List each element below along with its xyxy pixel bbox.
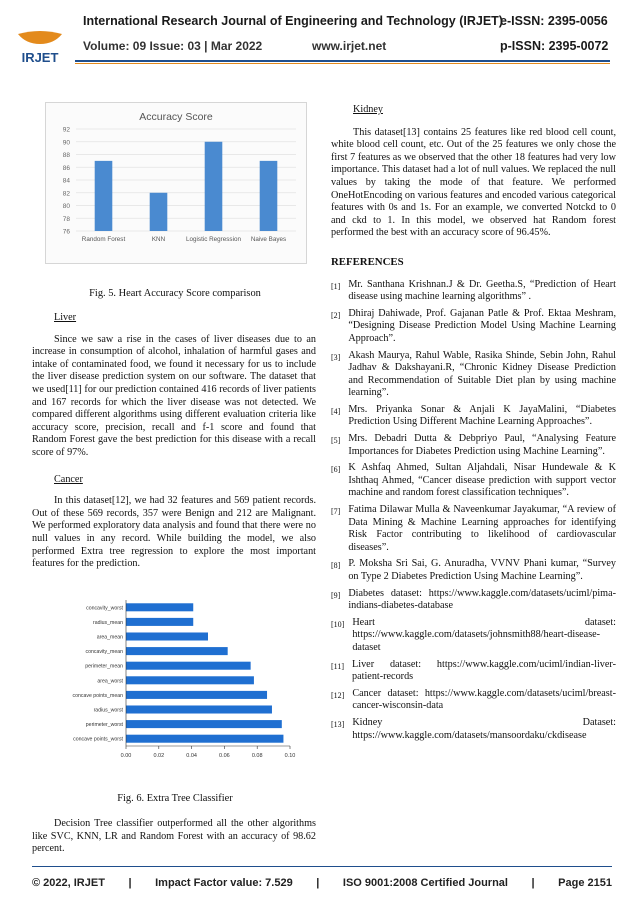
y-tick-label: 76 [62,228,70,236]
x-tick-label: 0.04 [186,753,197,759]
footer-rule [32,866,612,867]
y-tick-label: area_worst [97,678,123,685]
bar [126,691,267,699]
y-tick-label: concave points_worst [73,736,123,743]
bar [126,705,272,713]
x-tick-label: Random Forest [81,236,126,243]
y-tick-label: 86 [62,164,70,172]
reference-number: [12] [331,690,345,700]
x-tick-label: Naive Bayes [250,236,287,243]
reference-text: Liver dataset: https://www.kaggle.com/uciml/indian-liver-patient-records [352,658,616,683]
x-tick-label: 0.02 [153,753,165,759]
footer-copyright: © 2022, IRJET [32,877,105,889]
extra-tree-chart-frame [44,596,304,766]
logo-text: IRJET [21,50,59,65]
bar [126,676,254,684]
x-tick-label: 0.10 [284,753,296,759]
reference-item [331,717,616,742]
decision-paragraph: Decision Tree classifier outperformed all the other algorithms like SVC, KNN, LR and Random Forest with an accuracy of 98.62 percent. [32,818,316,855]
reference-item [331,588,616,613]
liver-paragraph: Since we saw a rise in the cases of liver diseases due to an increase in consumption of alcohol, inhalation of harmful gases and intake of contaminated food, we found it necessary for us to include the liver disease prediction system on our software. The dataset that we used[11] for our prediction contained 416 records of liver patients and 167 records for which the liver disease was not detected. We compared different algorithms using different evaluation criteria like accuracy score, precision, recall and f-1 score and found that Random Forest gave the best prediction for this disease with a recall score of 97%. [32,333,316,458]
footer-sep-1: | [128,877,132,889]
reference-text: Cancer dataset: https://www.kaggle.com/datasets/uciml/breast-cancer-wisconsin-data [352,687,616,712]
bar [126,647,228,655]
bar [126,603,193,611]
reference-item [331,504,616,554]
x-tick-label: KNN [151,236,166,243]
fig6-caption: Fig. 6. Extra Tree Classifier [117,793,233,804]
reference-number: [9] [331,590,341,600]
bar [260,161,278,231]
cancer-heading: Cancer [54,473,83,485]
reference-text: Mrs. Priyanka Sonar & Anjali K JayaMalini, “Diabetes Prediction Using Different Machine Learning Approaches”. [348,403,616,428]
irjet-logo [10,30,70,70]
reference-item [331,433,616,458]
y-tick-label: 90 [62,139,70,147]
liver-heading: Liver [54,312,77,323]
y-tick-label: concavity_mean [85,649,123,656]
extra-tree-classifier-chart [44,596,304,766]
kidney-heading: Kidney [353,104,383,115]
decision-tree-text [32,818,316,856]
reference-number: [3] [331,352,341,362]
volume-info: Volume: 09 Issue: 03 | Mar 2022 [83,39,263,53]
footer-sep-3: | [531,877,535,889]
reference-number: [5] [331,436,341,446]
footer-sep-2: | [316,877,320,889]
bar [150,193,168,231]
y-tick-label: concave points_mean [72,692,123,699]
bar [126,662,251,670]
header-rule-accent [75,63,610,64]
reference-text: Mrs. Debadri Dutta & Debpriyo Paul, “Analysing Feature Importances for Diabetes Prediction using Machine Learning”. [348,433,616,457]
reference-item [331,308,616,346]
reference-item [331,617,616,655]
y-tick-label: concavity_worst [86,605,123,612]
left-column-text [32,312,316,571]
reference-item [331,279,616,304]
y-tick-label: perimeter_worst [85,722,123,729]
x-tick-label: 0.00 [120,753,132,759]
accuracy-chart-frame [45,102,307,264]
reference-text: K Ashfaq Ahmed, Sultan Aljahdali, Nisar Hundewale & K Ishthaq Ahmed, “Cancer disease prediction with support vector machine and random forest classification techniques”. [348,462,616,499]
y-tick-label: 88 [62,152,70,159]
x-tick-label: 0.06 [219,753,230,759]
kidney-paragraph: This dataset[13] contains 25 features like red blood cell count, white blood cell count, etc. Out of the 25 features we only chose the first 7 features as we observed that the other 18 features had very low importance. This dataset had a lot of null values. We replaced the null values by taking the mode of that feature. We performed OneHotEncoding on various features and encoded various categorical features with 0s and 1s. For an example, we converted Notckd to 0 and ckd to 1. In this model, we observed hat Random forest performed the best with an accuracy score of 96.45%. [331,126,616,239]
reference-text: Kidney Dataset: https://www.kaggle.com/datasets/mansoordaku/ckdisease [352,716,616,741]
y-tick-label: radius_mean [93,619,123,626]
reference-item [331,659,616,684]
reference-number: [7] [331,507,341,517]
y-tick-label: area_mean [96,634,123,641]
bar [126,618,193,626]
y-tick-label: 80 [62,203,70,210]
reference-item [331,558,616,583]
reference-number: [6] [331,465,341,475]
reference-text: Diabetes dataset: https://www.kaggle.com/datasets/uciml/pima-indians-diabetes-database [348,587,616,612]
reference-text: Fatima Dilawar Mulla & Naveenkumar Jayakumar, “A review of Data Mining & Machine Learning approaches for identifying Risk Factor contributing to likelihood of cardiovascular diseases”. [348,504,616,553]
chart-title: Accuracy Score [139,111,213,123]
bar [95,161,113,231]
bar [126,632,208,640]
journal-title: International Research Journal of Engineering and Technology (IRJET) [83,14,503,28]
reference-number: [13] [331,719,345,729]
references-list [331,279,616,743]
bar [126,735,283,743]
reference-number: [8] [331,561,341,571]
reference-number: [2] [331,310,341,320]
reference-text: Akash Maurya, Rahul Wable, Rasika Shinde, Sebin John, Rahul Jadhav & Dakshayani.R, “Chronic Kidney Disease Prediction and Recommendation of Suitable Diet plan by using machine learning”. [348,349,616,399]
x-tick-label: Logistic Regression [186,236,241,243]
footer [32,877,612,889]
reference-number: [4] [331,406,341,416]
reference-text: Heart dataset: https://www.kaggle.com/datasets/johnsmith88/heart-disease-dataset [352,616,616,653]
accuracy-score-chart [46,103,306,263]
reference-number: [10] [331,619,345,629]
reference-item [331,350,616,400]
right-column-text [331,104,616,742]
reference-item [331,688,616,713]
y-tick-label: 84 [62,177,70,185]
y-tick-label: 92 [62,126,70,134]
reference-number: [11] [331,661,345,671]
bar [126,720,282,728]
references-heading: REFERENCES [331,255,404,268]
y-tick-label: perimeter_mean [85,663,123,670]
fig5-caption: Fig. 5. Heart Accuracy Score comparison [89,288,261,299]
cancer-paragraph: In this dataset[12], we had 32 features and 569 patient records. Out of these 569 records, 357 were Benign and 212 are Malignant. We performed exploratory data analysis and found that there were no null values in any record. While building the model, we also performed Extra tree regression to explore the most important features for the prediction. [32,495,316,570]
footer-page: Page 2151 [558,877,612,889]
reference-text: Dhiraj Dahiwade, Prof. Gajanan Patle & Prof. Ektaa Meshram, “Designing Disease Prediction Model Using Machine Learning Approach”. [348,307,616,344]
reference-item [331,462,616,500]
pissn: p-ISSN: 2395-0072 [500,39,609,53]
header-rule [75,60,610,62]
reference-number: [1] [331,281,341,291]
footer-impact: Impact Factor value: 7.529 [155,877,293,889]
y-tick-label: radius_worst [93,707,123,714]
eissn: e-ISSN: 2395-0056 [500,14,608,28]
y-tick-label: 82 [62,190,70,198]
reference-text: P. Moksha Sri Sai, G. Anuradha, VVNV Phani kumar, “Survey on Type 2 Diabetes Prediction Using Machine Learning”. [348,558,616,582]
website: www.irjet.net [312,39,387,53]
footer-iso: ISO 9001:2008 Certified Journal [342,877,508,889]
bar [205,142,223,231]
reference-text: Mr. Santhana Krishnan.J & Dr. Geetha.S, “Prediction of Heart disease using machine learning algorithms” . [348,278,616,303]
y-tick-label: 78 [62,215,70,223]
x-tick-label: 0.08 [251,753,263,759]
reference-item [331,404,616,429]
